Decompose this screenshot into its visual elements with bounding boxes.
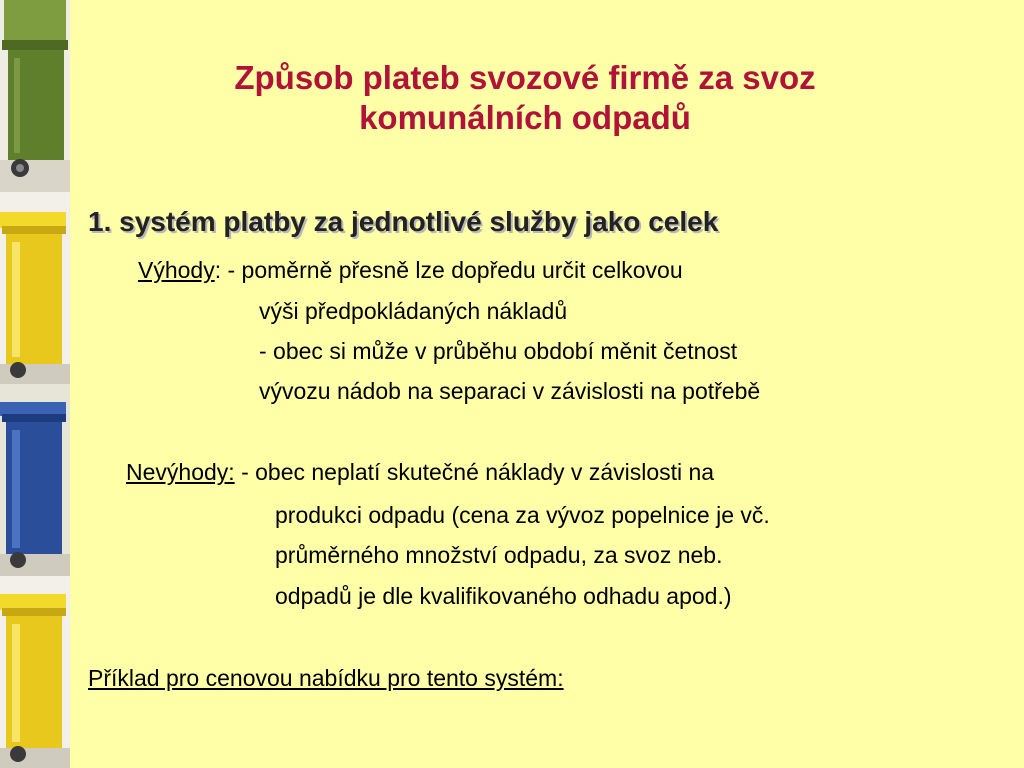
yellow-bin-image <box>0 192 70 384</box>
example-label: Příklad pro cenovou nabídku pro tento systém: <box>88 665 564 691</box>
section-heading: 1. systém platby za jednotlivé služby jako celek <box>88 206 719 237</box>
green-bin-image <box>0 0 70 192</box>
disadvantages-line-4: odpadů je dle kvalifikovaného odhadu apod.) <box>275 583 732 609</box>
advantages-text-1: - poměrně přesně lze dopředu určit celkovou <box>227 257 683 283</box>
advantages-line-4: vývozu nádob na separaci v závislosti na potřebě <box>259 378 761 404</box>
disadvantages-line-2: produkci odpadu (cena za vývoz popelnice je vč. <box>275 502 770 528</box>
advantages-line-3: - obec si může v průběhu období měnit četnost <box>259 338 738 364</box>
slide-title <box>130 58 920 138</box>
title-line-2: komunálních odpadů <box>359 99 691 136</box>
bin-image-strip <box>0 0 70 768</box>
yellow-bin-image-2 <box>0 576 70 768</box>
advantages-separator: : <box>214 257 222 283</box>
advantages-label: Výhody <box>138 257 215 283</box>
disadvantages-label: Nevýhody: <box>126 459 235 485</box>
disadvantages-text-1: - obec neplatí skutečné náklady v závislosti na <box>241 459 715 485</box>
disadvantages-line-3: průměrného množství odpadu, za svoz neb. <box>275 542 723 568</box>
title-line-1: Způsob plateb svozové firmě za svoz <box>234 59 816 96</box>
advantages-line-1 <box>138 256 683 284</box>
advantages-line-2: výši předpokládaných nákladů <box>259 298 568 324</box>
blue-bin-image <box>0 384 70 576</box>
disadvantages-line-1 <box>126 458 714 486</box>
